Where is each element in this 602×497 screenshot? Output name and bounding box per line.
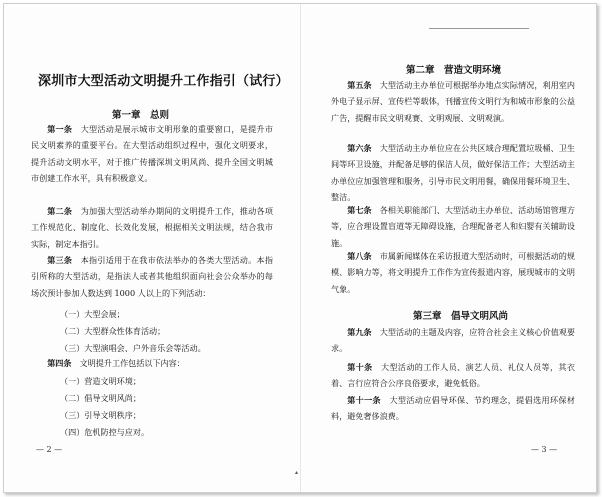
article-4-item: （一）营造文明环境； — [60, 376, 141, 386]
article-4-text: 文明提升工作包括以下内容： — [79, 358, 185, 368]
article-2-label: 第二条 — [47, 206, 73, 216]
article-10-label: 第十条 — [347, 362, 373, 372]
article-3-item: （三）大型演唱会、户外音乐会等活动。 — [60, 343, 206, 353]
page-number-right: — 3 — — [531, 445, 558, 454]
article-11-label: 第十一条 — [347, 395, 381, 405]
article-2-text: 为加强大型活动举办期间的文明提升工作，推动各项工作规范化、制度化、长效化发展，根据相关文明法规，结合我市实际，制定本指引。 — [31, 206, 273, 249]
article-6 — [331, 140, 575, 206]
article-4 — [31, 355, 273, 371]
article-7 — [331, 202, 575, 251]
article-7-text: 各相关职能部门、大型活动主办单位、活动场馆管理方等，应合理设置盲道等无障碍设施，合理配备老人和妇婴有关辅助设施。 — [331, 205, 575, 248]
page-number-left: — 2 — — [36, 445, 63, 454]
chapter-2-heading: 第二章 营造文明环境 — [406, 65, 502, 76]
left-page — [4, 4, 300, 492]
document-title: 深圳市大型活动文明提升工作指引（试行） — [38, 74, 289, 89]
article-9-label: 第九条 — [347, 327, 372, 337]
article-1-text: 大型活动是展示城市文明形象的重要窗口，是提升市民文明素养的重要平台。在大型活动组织过程中，强化文明要求，提升活动文明水平，对于推广传播深圳文明风尚、提升全国文明城市创建工作水平，具有积极意义。 — [31, 124, 273, 184]
article-5-text: 大型活动主办单位可根据举办地点实际情况，利用室内外电子显示屏、宣传栏等载体，刊播宣传文明行为和城市形象的公益广告，提醒市民文明观赛、文明观展、文明观演。 — [331, 80, 575, 123]
article-4-item: （三）引导文明秩序； — [60, 410, 141, 420]
article-8-label: 第八条 — [347, 251, 372, 261]
article-1-label: 第一条 — [47, 124, 73, 134]
article-5 — [331, 77, 575, 126]
article-3 — [31, 252, 273, 301]
document-spread — [3, 3, 597, 493]
article-3-item: （二）大型群众性体育活动； — [60, 326, 166, 336]
article-6-text: 大型活动主办单位应在公共区域合理配置垃圾桶、卫生间等环卫设施，并配备足够的保洁人员，做好保洁工作；大型活动主办单位应加强管理和服务，引导市民文明用餐，确保用餐环境卫生、整洁。 — [331, 143, 575, 203]
right-page — [300, 4, 596, 492]
article-10-text: 大型活动的工作人员、演艺人员、礼仪人员等，其衣着、言行应符合公序良俗要求，避免低俗。 — [331, 362, 575, 389]
article-7-label: 第七条 — [347, 205, 372, 215]
chapter-1-heading: 第一章 总则 — [112, 110, 170, 121]
article-4-item: （二）倡导文明风尚； — [60, 393, 141, 403]
article-4-label: 第四条 — [47, 358, 72, 368]
article-4-item: （四）危机防控与应对。 — [60, 427, 150, 437]
article-5-label: 第五条 — [347, 80, 372, 90]
article-8-text: 市属新闻媒体在采访报道大型活动时，可根据活动的规模、影响力等，将文明提升工作作为宣传报道内容，展现城市的文明气象。 — [331, 251, 575, 294]
article-10 — [331, 359, 575, 392]
article-3-item: （一）大型会展； — [60, 309, 125, 319]
article-1 — [31, 121, 273, 187]
article-11 — [331, 392, 575, 425]
article-11-text: 大型活动应倡导环保、节约理念，提倡选用环保材料，避免奢侈浪费。 — [331, 395, 575, 422]
article-9-text: 大型活动的主题及内容，应符合社会主义核心价值观要求。 — [331, 327, 575, 354]
article-6-label: 第六条 — [347, 143, 372, 153]
center-mark: ▴ — [295, 469, 299, 476]
article-3-label: 第三条 — [47, 255, 73, 265]
article-8 — [331, 248, 575, 297]
article-3-text: 本指引适用于在我市依法举办的各类大型活动。本指引所称的大型活动，是指法人或者其他组织面向社会公众举办的每场次预计参加人数达到 1000 人以上的下列活动： — [31, 255, 273, 298]
article-9 — [331, 324, 575, 357]
article-2 — [31, 203, 273, 252]
chapter-3-heading: 第三章 倡导文明风尚 — [413, 311, 509, 322]
